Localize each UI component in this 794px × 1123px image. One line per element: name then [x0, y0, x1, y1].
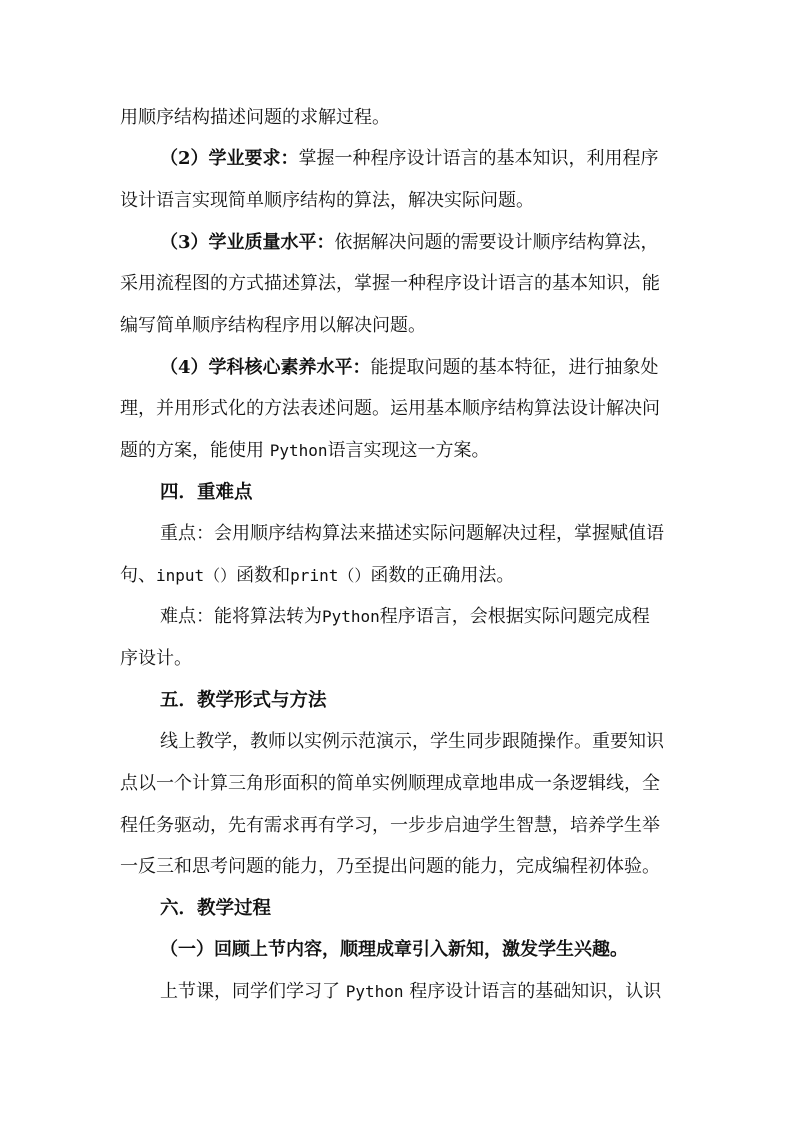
text: 题的方案，能使用 [120, 440, 270, 461]
text: 句、 [120, 565, 156, 586]
text: 点以一个计算三角形面积的简单实例顺理成章地串成一条逻辑线，全 [120, 773, 660, 794]
section-heading [160, 897, 271, 921]
text: 采用流程图的方式描述算法，掌握一种程序设计语言的基本知识，能 [120, 273, 660, 294]
text: 难点：能将算法转为 [160, 606, 322, 627]
requirement-line [160, 231, 659, 255]
body-text-line [120, 439, 490, 463]
body-text-line [160, 730, 664, 754]
text: 依据解决问题的需要设计顺序结构算法， [334, 232, 659, 253]
section-heading [160, 481, 253, 505]
text: 重点：会用顺序结构算法来描述实际问题解决过程，掌握赋值语 [160, 523, 664, 544]
subheading-text: （一）回顾上节内容，顺理成章引入新知，激发学生兴趣。 [160, 939, 628, 960]
body-text-line [160, 980, 661, 1004]
text: 线上教学，教师以实例示范演示，学生同步跟随操作。重要知识 [160, 731, 664, 752]
body-text-line [120, 814, 660, 838]
subsection-heading [160, 938, 628, 962]
text: 编写简单顺序结构程序用以解决问题。 [120, 315, 426, 336]
text: 理，并用形式化的方法表述问题。运用基本顺序结构算法设计解决问 [120, 398, 660, 419]
requirement-label: （2）学业要求： [160, 148, 299, 169]
requirement-line [160, 147, 659, 171]
body-text-line [120, 397, 660, 421]
text: 函数的正确用法。 [370, 565, 515, 586]
requirement-line [160, 356, 659, 380]
body-text-line [120, 564, 514, 588]
requirement-label: （3）学业质量水平： [160, 232, 335, 253]
text: 函数和 [236, 565, 291, 586]
body-text-line [120, 855, 660, 879]
text: 序设计。 [120, 648, 192, 669]
body-text-line [120, 189, 534, 213]
text: 设计语言实现简单顺序结构的算法，解决实际问题。 [120, 190, 534, 211]
body-text-line [120, 314, 426, 338]
text: 语言实现这一方案。 [327, 440, 490, 461]
heading-text: 四．重难点 [160, 482, 253, 503]
text: 上节课，同学们学习了 [160, 981, 346, 1002]
code-text: Python [269, 441, 328, 460]
body-text-line [160, 522, 664, 546]
text: 能提取问题的基本特征，进行抽象处 [370, 357, 659, 378]
text: 一反三和思考问题的能力，乃至提出问题的能力，完成编程初体验。 [120, 856, 660, 877]
code-text: input（） [156, 566, 237, 585]
section-heading [160, 689, 327, 713]
body-text-line [120, 647, 192, 671]
heading-text: 五．教学形式与方法 [160, 690, 327, 711]
body-text-line [120, 272, 660, 296]
heading-text: 六．教学过程 [160, 898, 272, 919]
text: 程任务驱动，先有需求再有学习，一步步启迪学生智慧，培养学生举 [120, 815, 660, 836]
code-text: Python [345, 982, 404, 1001]
text: 掌握一种程序设计语言的基本知识，利用程序 [298, 148, 659, 169]
body-text-line [120, 772, 660, 796]
text: 程序设计语言的基础知识，认识 [403, 981, 662, 1002]
requirement-label: （4）学科核心素养水平： [160, 357, 371, 378]
text: 程序语言，会根据实际问题完成程 [379, 606, 650, 627]
body-text-line [120, 106, 390, 130]
code-text: Python [322, 607, 380, 626]
text: 用顺序结构描述问题的求解过程。 [120, 107, 390, 128]
body-text-line [160, 605, 650, 629]
code-text: print（） [290, 566, 371, 585]
